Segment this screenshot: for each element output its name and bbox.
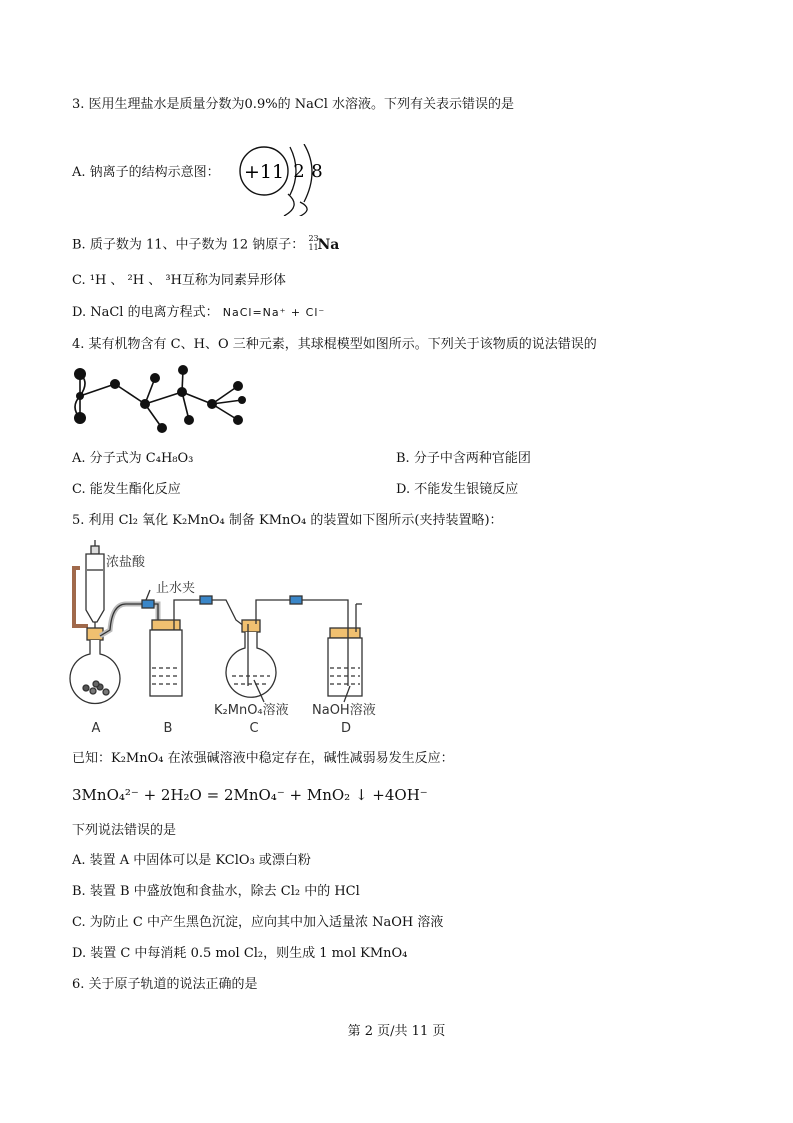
- q4-stem: 4. 某有机物含有 C、H、O 三种元素，其球棍模型如图所示。下列关于该物质的说法错误的: [72, 337, 597, 352]
- q5-stem: 5. 利用 Cl₂ 氧化 K₂MnO₄ 制备 KMnO₄ 的装置如下图所示(夹持装置略)：: [72, 513, 503, 528]
- sodium-isotope-symbol: [308, 234, 340, 254]
- q5-option-d: D. 装置 C 中每消耗 0.5 mol Cl₂，则生成 1 mol KMnO₄: [72, 946, 408, 961]
- q3-option-a-label: A. 钠离子的结构示意图：: [72, 165, 220, 180]
- label-b: B: [163, 721, 173, 736]
- nucleus-charge: +11: [243, 161, 285, 183]
- label-naoh-solution: NaOH溶液: [312, 703, 376, 718]
- q4-option-a: A. 分子式为 C₄H₈O₃: [72, 451, 194, 466]
- q3-option-a: [72, 164, 220, 182]
- label-k2mno4-solution: K₂MnO₄溶液: [214, 703, 289, 718]
- q6-stem: 6. 关于原子轨道的说法正确的是: [72, 977, 258, 992]
- ionization-equation: NaCl=Na⁺ + Cl⁻: [222, 306, 326, 319]
- q3-option-b-label: B. 质子数为 11、中子数为 12 钠原子：: [72, 237, 305, 253]
- q5-option-a: A. 装置 A 中固体可以是 KClO₃ 或漂白粉: [72, 853, 311, 868]
- apparatus-diagram: [66, 540, 396, 740]
- shell-arc-lower-2: [296, 202, 307, 216]
- label-a: A: [91, 721, 101, 736]
- q3-option-b: [72, 234, 340, 255]
- shell-1-count: 2: [293, 161, 305, 182]
- q3-option-d-label: D. NaCl 的电离方程式：: [72, 305, 219, 320]
- q5-option-c: C. 为防止 C 中产生黑色沉淀，应向其中加入适量浓 NaOH 溶液: [72, 915, 444, 930]
- q3-option-d: [72, 304, 325, 322]
- q4-option-d: D. 不能发生银镜反应: [396, 482, 519, 497]
- q5-known: 已知：K₂MnO₄ 在浓强碱溶液中稳定存在，碱性减弱易发生反应：: [72, 751, 454, 766]
- element-symbol: Na: [317, 237, 340, 253]
- q5-option-b: B. 装置 B 中盛放饱和食盐水，除去 Cl₂ 中的 HCl: [72, 884, 360, 899]
- q3-stem: 3. 医用生理盐水是质量分数为0.9%的 NaCl 水溶液。下列有关表示错误的是: [72, 97, 515, 112]
- sodium-ion-structure-diagram: [236, 144, 336, 216]
- q3-option-c: C. ¹H 、 ²H 、 ³H互称为同素异形体: [72, 273, 286, 288]
- shell-arc-lower-1: [284, 194, 294, 216]
- label-c: C: [249, 721, 259, 736]
- label-d: D: [340, 721, 352, 736]
- page-footer: 第 2 页/共 11 页: [347, 1024, 446, 1039]
- q4-option-b: B. 分子中含两种官能团: [396, 451, 531, 466]
- shell-2-count: 8: [311, 161, 323, 182]
- q5-ask: 下列说法错误的是: [72, 823, 177, 838]
- ball-stick-model-diagram: [70, 362, 260, 434]
- label-stop-clamp: 止水夹: [156, 581, 196, 596]
- q5-equation: 3MnO₄²⁻ + 2H₂O = 2MnO₄⁻ + MnO₂ ↓ +4OH⁻: [72, 786, 428, 804]
- mass-number: 23: [308, 234, 319, 243]
- atomic-number: 11: [308, 243, 319, 252]
- q4-option-c: C. 能发生酯化反应: [72, 482, 181, 497]
- label-concentrated-hcl: 浓盐酸: [106, 555, 146, 570]
